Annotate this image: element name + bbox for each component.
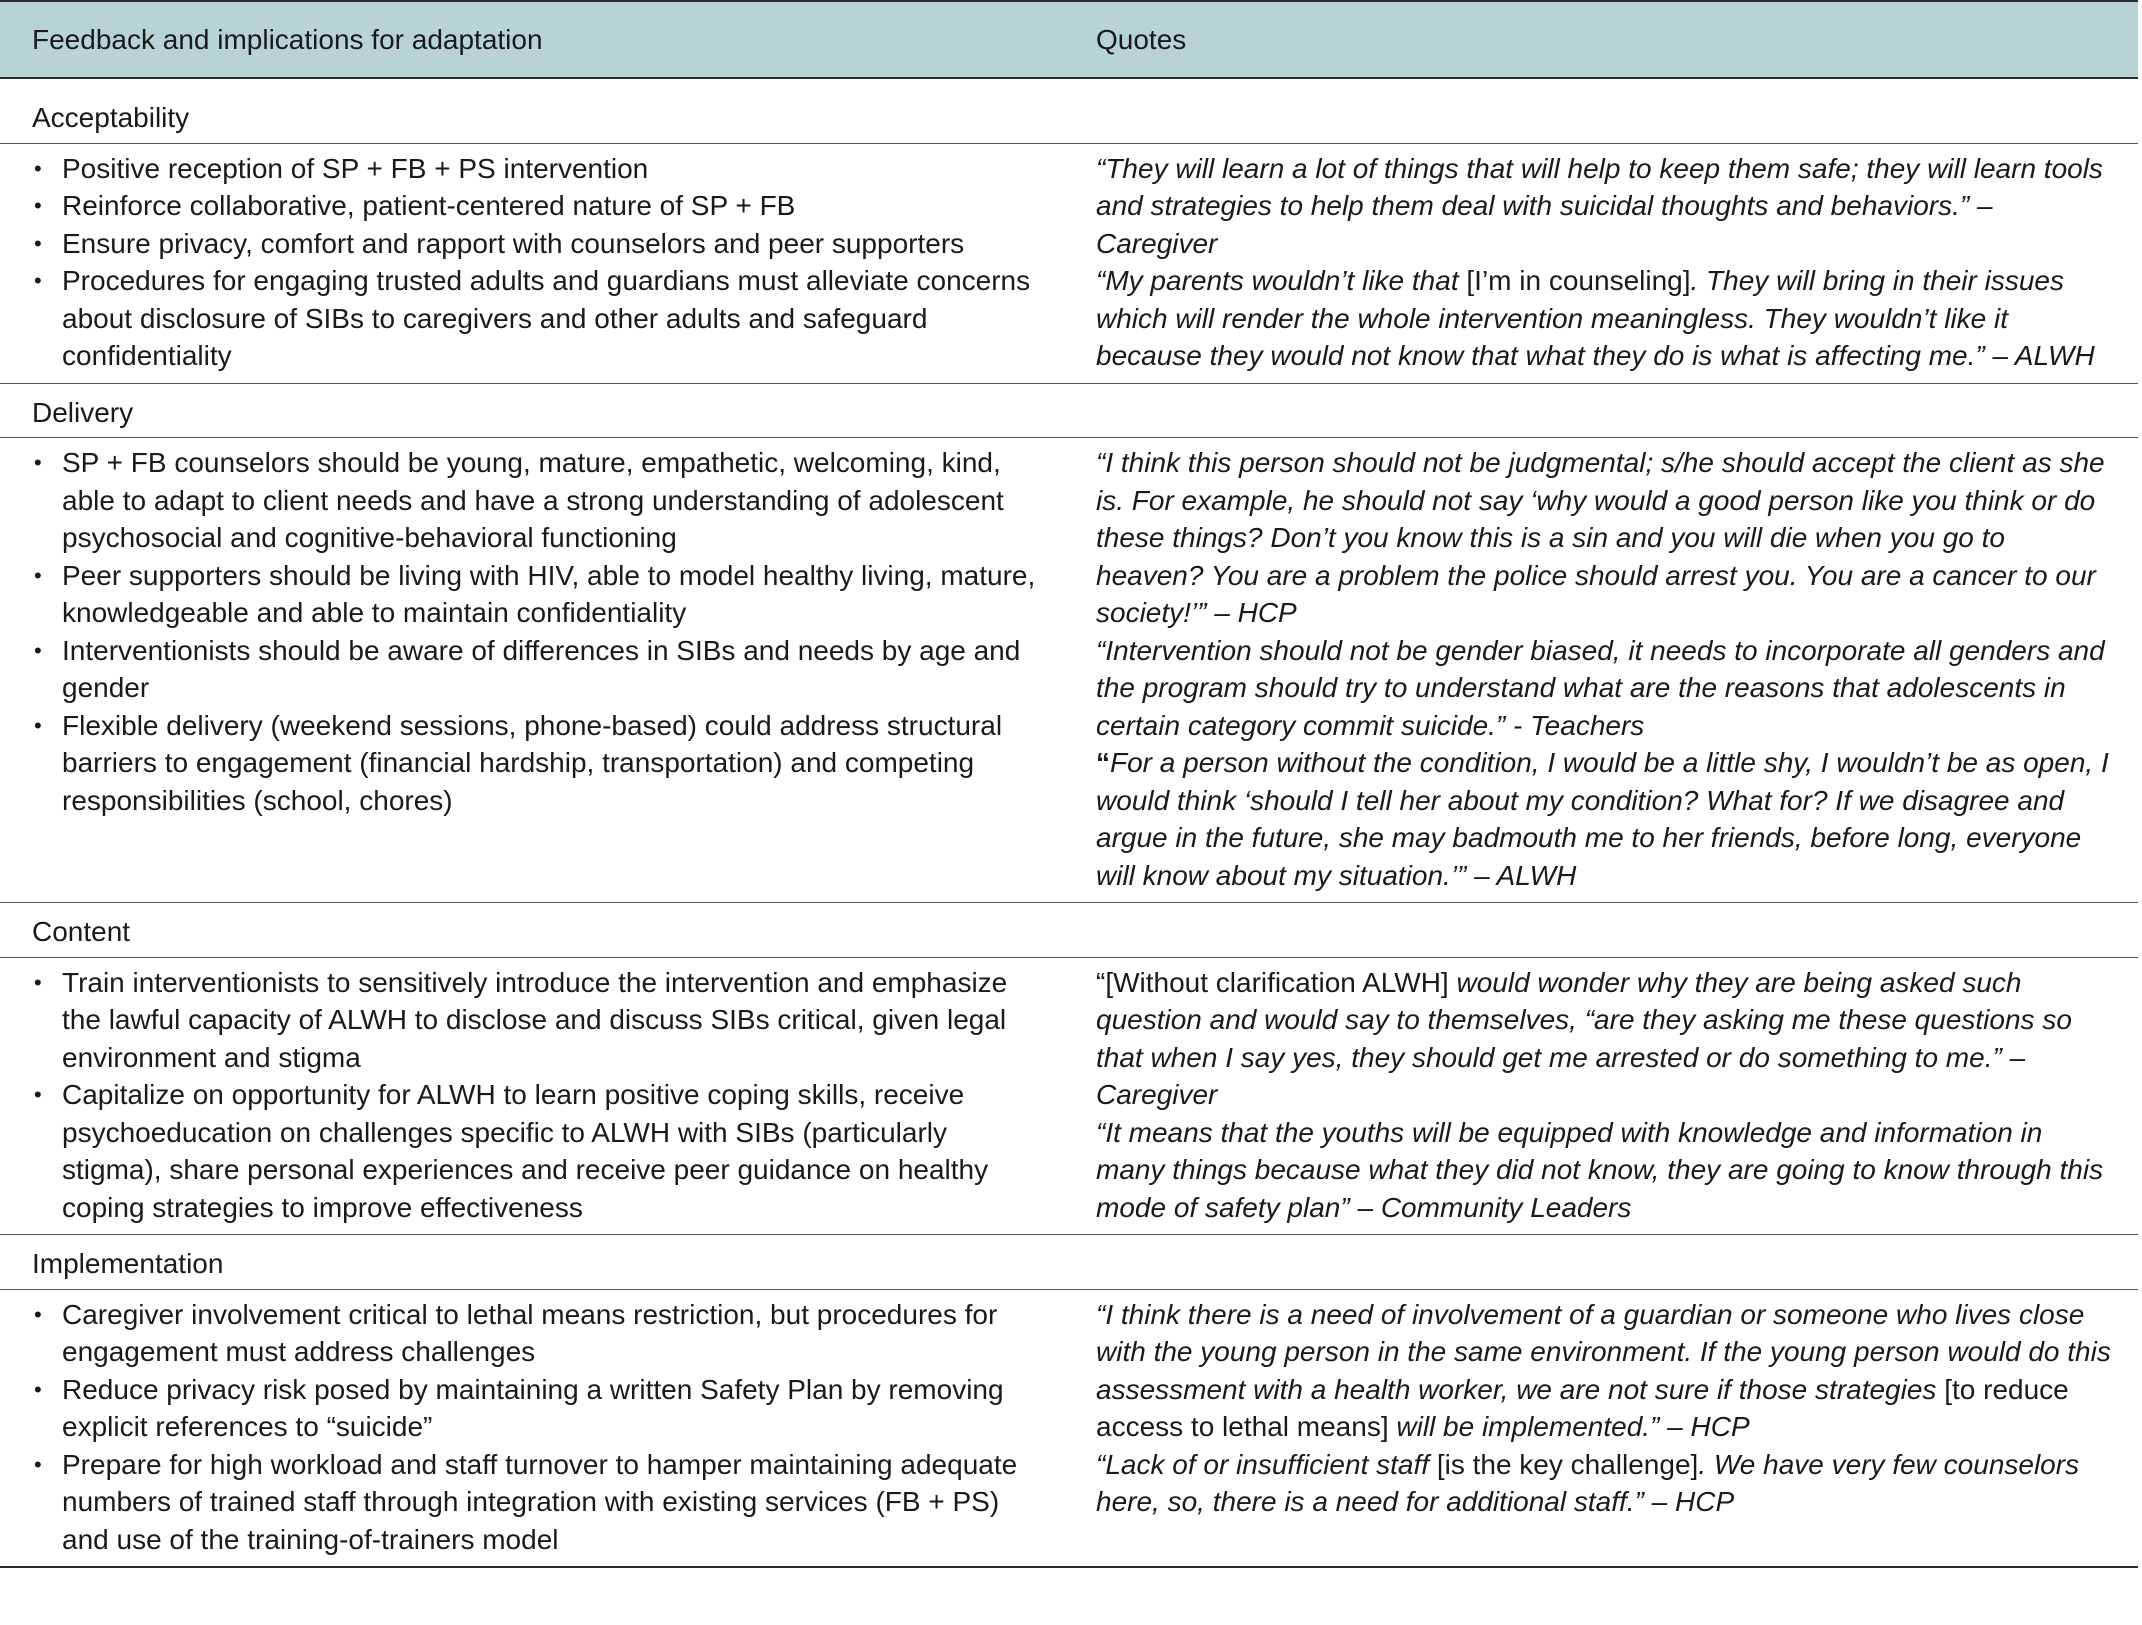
section-title: Acceptability [0, 78, 2138, 143]
table-header-row [0, 1, 2138, 78]
bullet-icon: • [34, 230, 42, 256]
feedback-cell [0, 957, 1068, 1235]
quote: “For a person without the condition, I would be a little shy, I wouldn’t be as open, I would think ‘should I tell her about my condition? What for? If we disagree and argue in the future, she may badmouth me to her friends, before long, everyone will know about my situation.’” – ALWH [1096, 747, 2109, 891]
bullet-icon: • [34, 712, 42, 738]
quotes-cell [1068, 957, 2138, 1235]
section-row-delivery [0, 383, 2138, 438]
list-item: • Reinforce collaborative, patient-centered nature of SP + FB [0, 187, 1068, 225]
feedback-cell [0, 143, 1068, 383]
bullet-icon: • [34, 1451, 42, 1477]
list-item: • Train interventionists to sensitively introduce the intervention and emphasize the lawful capacity of ALWH to disclose and discuss SIBs critical, given legal environment and stigma [0, 964, 1068, 1077]
quote: “It means that the youths will be equipped with knowledge and information in many things because what they did not know, they are going to know through this mode of safety plan” – Community Leaders [1096, 1116, 2104, 1223]
quotes-cell [1068, 143, 2138, 383]
feedback-cell [0, 438, 1068, 903]
column-header-feedback: Feedback and implications for adaptation [0, 1, 1068, 78]
feedback-cell [0, 1289, 1068, 1567]
quote: “I think there is a need of involvement of a guardian or someone who lives close with the young person in the same environment. If the young person would do this assessment with a health worker, we are not sure if those strategies [to reduce access to lethal means] will be implemented.” – HCP [1096, 1298, 2111, 1442]
list-item: • Interventionists should be aware of differences in SIBs and needs by age and gender [0, 632, 1068, 707]
bullet-icon: • [34, 1082, 42, 1107]
feedback-list [0, 1296, 1068, 1559]
quotes-cell [1068, 1289, 2138, 1567]
quote: “Intervention should not be gender biased, it needs to incorporate all genders and the program should try to understand what are the reasons that adolescents in certain category commit suicide.” - Teachers [1096, 634, 2105, 741]
table-row [0, 438, 2138, 903]
quote: “[Without clarification ALWH] would wonder why they are being asked such question and would say to themselves, “are they asking me these questions so that when I say yes, they should get me arrested or do something to me.” – Caregiver [1096, 966, 2072, 1110]
column-header-quotes: Quotes [1068, 1, 2138, 78]
bullet-icon: • [34, 1301, 42, 1327]
section-title: Content [0, 903, 2138, 958]
quote: “They will learn a lot of things that will help to keep them safe; they will learn tools and strategies to help them deal with suicidal thoughts and behaviors.” – Caregiver [1096, 152, 2103, 259]
table-row [0, 957, 2138, 1235]
bullet-icon: • [34, 450, 42, 475]
section-title: Delivery [0, 383, 2138, 438]
section-row-implementation [0, 1235, 2138, 1290]
list-item: • Caregiver involvement critical to lethal means restriction, but procedures for engagement must address challenges [0, 1296, 1068, 1371]
bullet-icon: • [34, 637, 42, 663]
bullet-icon: • [34, 969, 42, 995]
section-row-acceptability [0, 78, 2138, 143]
bullet-icon: • [34, 1376, 42, 1402]
quotes-cell [1068, 438, 2138, 903]
section-title: Implementation [0, 1235, 2138, 1290]
quote: “My parents wouldn’t like that [I’m in counseling]. They will bring in their issues which will render the whole intervention meaningless. They wouldn’t like it because they would not know that what they do is what is affecting me.” – ALWH [1096, 265, 2095, 371]
bullet-icon: • [34, 193, 42, 218]
feedback-list [0, 150, 1068, 375]
list-item: • Peer supporters should be living with HIV, able to model healthy living, mature, knowledgeable and able to maintain confidentiality [0, 557, 1068, 632]
quote: “I think this person should not be judgmental; s/he should accept the client as she is. For example, he should not say ‘why would a good person like you think or do these things? Don’t you know this is a sin and you will die when you go to heaven? You are a problem the police should arrest you. You are a cancer to our society!’” – HCP [1096, 447, 2105, 628]
table-row [0, 1289, 2138, 1567]
quote: “Lack of or insufficient staff [is the key challenge]. We have very few counselors here, so, there is a need for additional staff.” – HCP [1096, 1448, 2080, 1517]
list-item: • Positive reception of SP + FB + PS intervention [0, 150, 1068, 188]
table-row [0, 143, 2138, 383]
feedback-list [0, 444, 1068, 819]
bullet-icon: • [34, 562, 42, 588]
list-item: • Capitalize on opportunity for ALWH to learn positive coping skills, receive psychoeducation on challenges specific to ALWH with SIBs (particularly stigma), share personal experiences and receive peer guidance on healthy coping strategies to improve effectiveness [0, 1076, 1068, 1226]
list-item: • Ensure privacy, comfort and rapport with counselors and peer supporters [0, 225, 1068, 263]
section-row-content [0, 903, 2138, 958]
list-item: • Flexible delivery (weekend sessions, phone-based) could address structural barriers to engagement (financial hardship, transportation) and competing responsibilities (school, chores) [0, 707, 1068, 820]
list-item: • Prepare for high workload and staff turnover to hamper maintaining adequate numbers of trained staff through integration with existing services (FB + PS) and use of the training-of-trainers model [0, 1446, 1068, 1559]
bullet-icon: • [34, 155, 42, 181]
feedback-list [0, 964, 1068, 1227]
list-item: • SP + FB counselors should be young, mature, empathetic, welcoming, kind, able to adapt to client needs and have a strong understanding of adolescent psychosocial and cognitive-behavioral functioning [0, 444, 1068, 557]
list-item: • Reduce privacy risk posed by maintaining a written Safety Plan by removing explicit references to “suicide” [0, 1371, 1068, 1446]
bullet-icon: • [34, 268, 42, 293]
list-item: • Procedures for engaging trusted adults and guardians must alleviate concerns about disclosure of SIBs to caregivers and other adults and safeguard confidentiality [0, 262, 1068, 375]
